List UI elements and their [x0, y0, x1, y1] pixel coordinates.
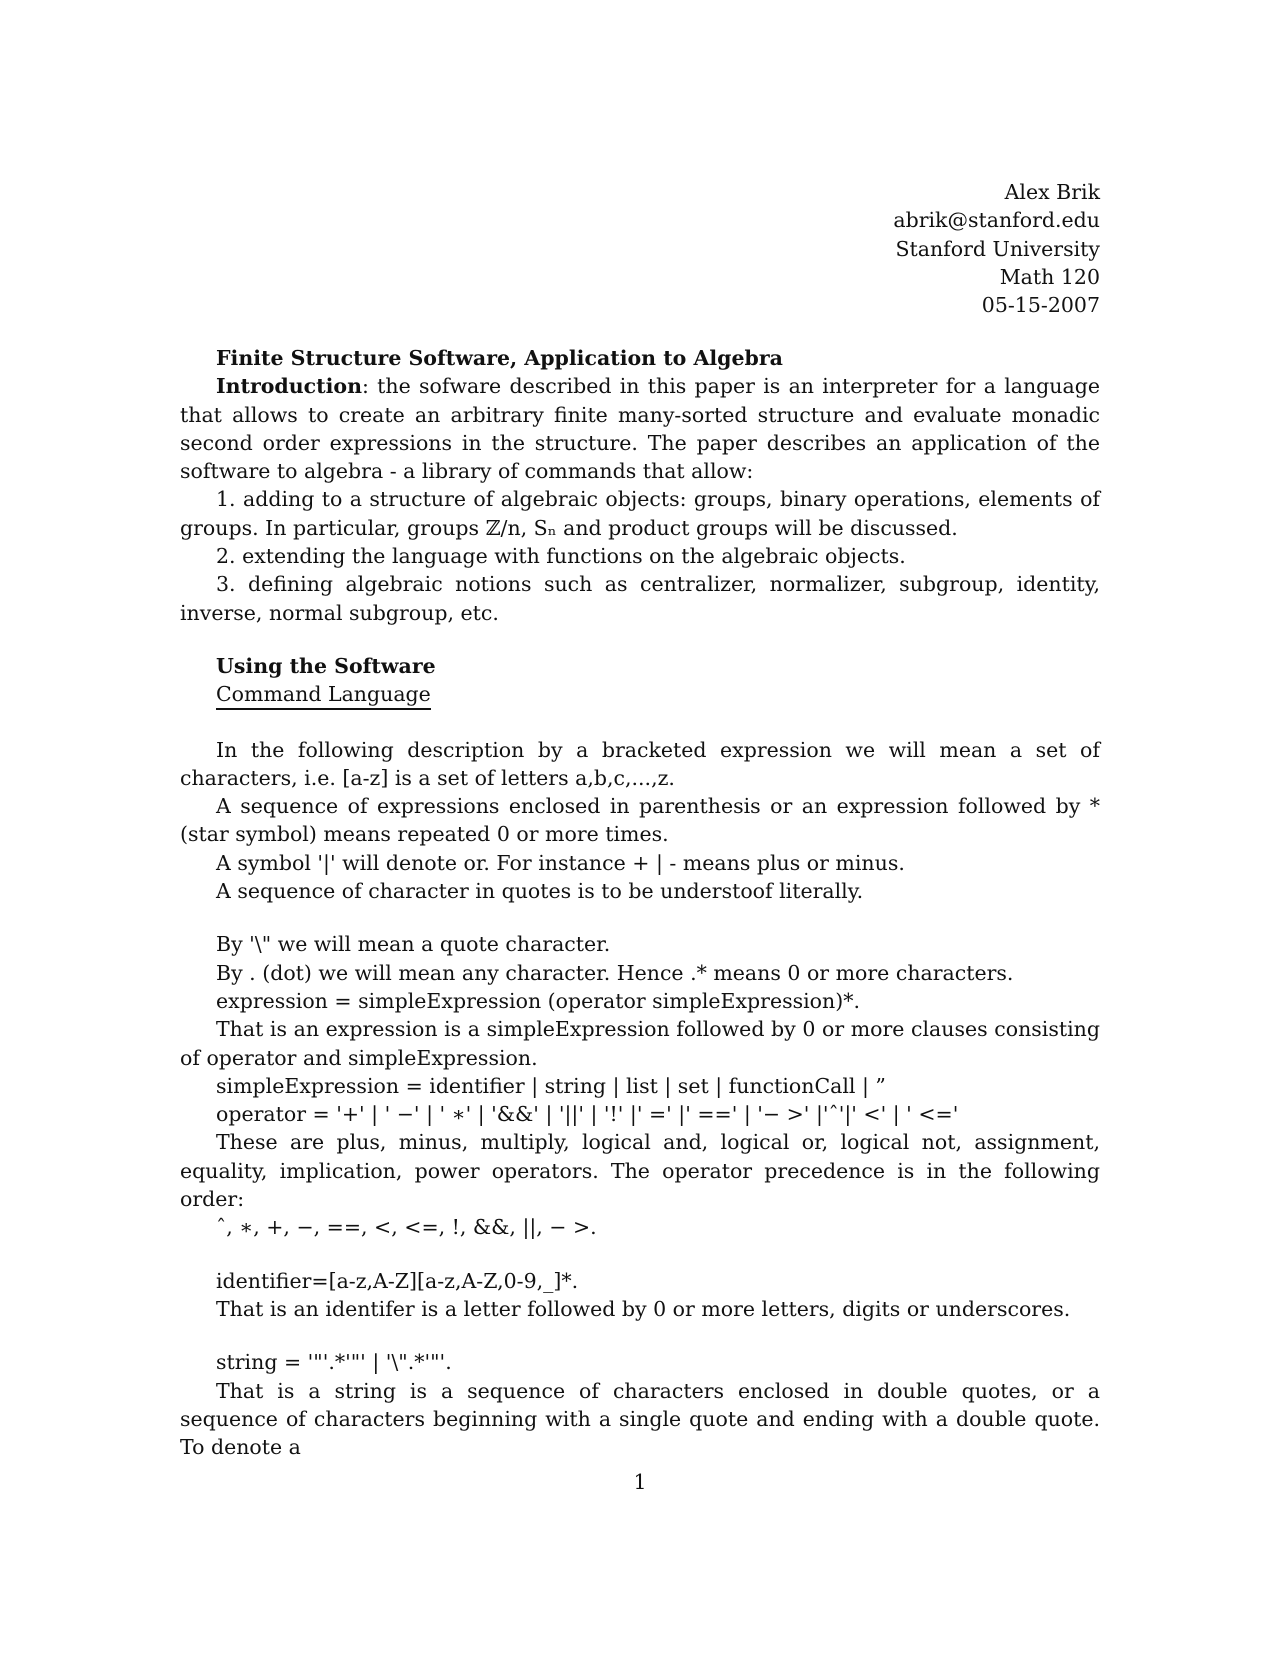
- author-email: abrik@stanford.edu: [893, 208, 1100, 233]
- author-affiliation: Stanford University: [895, 236, 1100, 261]
- spacer: [180, 627, 1100, 652]
- author-name: Alex Brik: [1004, 180, 1100, 204]
- paragraph: By . (dot) we will mean any character. Hence .* means 0 or more characters.: [216, 960, 1014, 985]
- course-name: Math 120: [999, 264, 1100, 289]
- spacer: [180, 709, 1100, 736]
- operator-precedence: ˆ, ∗, +, −, ==, <, <=, !, &&, ||, − >.: [216, 1215, 597, 1240]
- intro-item-3: 3. defining algebraic notions such as centralizer, normalizer, subgroup, identity, inverse, normal subgroup, etc.: [180, 572, 1100, 625]
- paragraph: That is a string is a sequence of characters enclosed in double quotes, or a sequence of characters beginning with a single quote and ending with a double quote. To denote a: [180, 1378, 1100, 1460]
- paragraph: In the following description by a bracketed expression we will mean a set of characters, i.e. [a-z] is a set of letters a,b,c,...,z.: [180, 737, 1100, 790]
- paragraph: These are plus, minus, multiply, logical and, logical or, logical not, assignment, equality, implication, power operators. The operator precedence is in the following order:: [180, 1130, 1100, 1212]
- section-title: Using the Software: [216, 653, 436, 678]
- subsection-label: Command Language: [216, 682, 431, 710]
- document-date: 05-15-2007: [981, 293, 1100, 318]
- grammar-rule-identifier: identifier=[a-z,A-Z][a-z,A-Z,0-9,_]*.: [216, 1268, 579, 1293]
- author-block: [893, 178, 1100, 319]
- paragraph: A sequence of expressions enclosed in parenthesis or an expression followed by * (star symbol) means repeated 0 or more times.: [180, 794, 1100, 847]
- spacer: [180, 1242, 1100, 1267]
- grammar-rule-string: string = '"'.*'"' | '\".*'"'.: [216, 1350, 452, 1375]
- intro-item-2: 2. extending the language with functions on the algebraic objects.: [216, 544, 906, 569]
- intro-text: : the sofware described in this paper is an interpreter for a language that allows to create an arbitrary finite many-sorted structure and evaluate monadic second order expressions in the structure. The paper describes an application of the software to algebra - a library of commands that allow:: [180, 374, 1100, 484]
- spacer: [180, 905, 1100, 930]
- intro-item-1: 1. adding to a structure of algebraic objects: groups, binary operations, elements of groups. In particular, groups ℤ/n, Sₙ and product groups will be discussed.: [180, 487, 1100, 540]
- grammar-rule-operator: operator = '+' | ' −' | ' ∗' | '&&' | '||' | '!' |' =' |' ==' | '− >' |'ˆ'|' <' | ' <=': [216, 1102, 959, 1127]
- grammar-rule-expression: expression = simpleExpression (operator simpleExpression)*.: [216, 988, 860, 1013]
- intro-paragraph: [180, 372, 1100, 485]
- subsection-title: [180, 680, 1100, 708]
- grammar-rule-simple-expression: simpleExpression = identifier | string | list | set | functionCall | ”: [216, 1073, 886, 1098]
- paragraph: By '\" we will mean a quote character.: [216, 932, 611, 957]
- paragraph: That is an identifer is a letter followed by 0 or more letters, digits or underscores.: [216, 1296, 1071, 1321]
- spacer: [180, 1323, 1100, 1348]
- page-number: 1: [633, 1470, 647, 1494]
- paper-title: Finite Structure Software, Application to Algebra: [216, 346, 783, 370]
- intro-label: Introduction: [216, 374, 362, 399]
- paragraph: A sequence of character in quotes is to be understoof literally.: [216, 879, 864, 904]
- document-body: [180, 344, 1100, 1461]
- paragraph: A symbol '|' will denote or. For instance + | - means plus or minus.: [216, 850, 905, 875]
- paragraph: That is an expression is a simpleExpression followed by 0 or more clauses consisting of operator and simpleExpression.: [180, 1017, 1100, 1070]
